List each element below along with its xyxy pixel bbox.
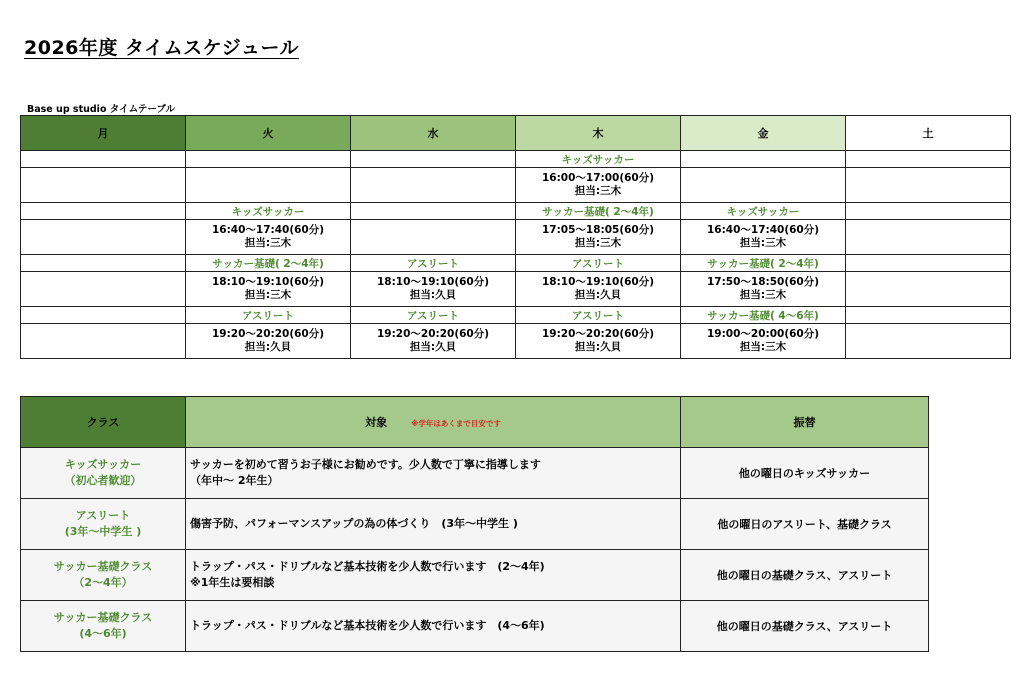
timetable-subtitle: Base up studio タイムテーブル bbox=[27, 104, 176, 115]
time-cell bbox=[681, 220, 846, 255]
cell bbox=[21, 255, 186, 272]
cell bbox=[846, 151, 1011, 168]
class-name-cell: サッカー基礎( 2〜4年) bbox=[681, 255, 846, 272]
cell bbox=[351, 151, 516, 168]
staff-text: 担当:久貝 bbox=[409, 289, 457, 301]
time-cell bbox=[516, 220, 681, 255]
class-target-line1: 傷害予防、パフォーマンスアップの為の体づくり (3年〜中学生 ) bbox=[190, 517, 518, 530]
class-name-line1: キッズサッカー bbox=[64, 458, 142, 471]
cell bbox=[21, 220, 186, 255]
day-header-wed: 水 bbox=[351, 116, 516, 151]
class-name-cell: キッズサッカー bbox=[186, 203, 351, 220]
cell bbox=[846, 324, 1011, 359]
class-name-line1: アスリート bbox=[75, 509, 131, 522]
time-text: 18:10〜19:10(60分) bbox=[541, 276, 655, 288]
class-target bbox=[186, 550, 681, 601]
slot1-name-row bbox=[21, 151, 1011, 168]
class-name bbox=[21, 499, 186, 550]
class-name-cell: アスリート bbox=[351, 307, 516, 324]
day-header-sat: 土 bbox=[846, 116, 1011, 151]
cell bbox=[21, 307, 186, 324]
day-header-mon: 月 bbox=[21, 116, 186, 151]
class-table bbox=[20, 396, 929, 652]
time-text: 16:40〜17:40(60分) bbox=[211, 224, 325, 236]
slot1-time-row bbox=[21, 168, 1011, 203]
staff-text: 担当:久貝 bbox=[574, 289, 622, 301]
time-cell bbox=[186, 324, 351, 359]
cell bbox=[21, 324, 186, 359]
staff-text: 担当:三木 bbox=[244, 237, 292, 249]
day-header-thu: 木 bbox=[516, 116, 681, 151]
slot3-time-row bbox=[21, 272, 1011, 307]
class-name-cell: アスリート bbox=[516, 255, 681, 272]
day-header-row bbox=[21, 116, 1011, 151]
header-substitute: 振替 bbox=[681, 397, 929, 448]
staff-text: 担当:久貝 bbox=[574, 341, 622, 353]
time-cell bbox=[186, 272, 351, 307]
time-cell bbox=[186, 220, 351, 255]
class-substitute: 他の曜日のアスリート、基礎クラス bbox=[681, 499, 929, 550]
class-name bbox=[21, 601, 186, 652]
class-target-line1: トラップ・パス・ドリブルなど基本技術を少人数で行います (4〜6年) bbox=[190, 619, 545, 632]
class-name-line1: サッカー基礎クラス bbox=[53, 560, 153, 573]
class-name-cell: サッカー基礎( 2〜4年) bbox=[186, 255, 351, 272]
staff-text: 担当:三木 bbox=[739, 237, 787, 249]
slot4-name-row bbox=[21, 307, 1011, 324]
staff-text: 担当:三木 bbox=[574, 237, 622, 249]
class-row bbox=[21, 601, 929, 652]
cell bbox=[351, 220, 516, 255]
time-text: 16:40〜17:40(60分) bbox=[706, 224, 820, 236]
time-text: 19:20〜20:20(60分) bbox=[211, 328, 325, 340]
cell bbox=[846, 220, 1011, 255]
slot4-time-row bbox=[21, 324, 1011, 359]
class-name-line2: (3年〜中学生 ) bbox=[64, 525, 142, 538]
cell bbox=[186, 168, 351, 203]
cell bbox=[846, 203, 1011, 220]
timetable bbox=[20, 115, 1011, 359]
day-header-tue: 火 bbox=[186, 116, 351, 151]
time-cell bbox=[351, 272, 516, 307]
time-cell bbox=[516, 272, 681, 307]
class-target bbox=[186, 499, 681, 550]
time-cell bbox=[681, 272, 846, 307]
slot2-name-row bbox=[21, 203, 1011, 220]
class-row bbox=[21, 550, 929, 601]
class-row bbox=[21, 499, 929, 550]
cell bbox=[21, 151, 186, 168]
header-class: クラス bbox=[21, 397, 186, 448]
class-target bbox=[186, 448, 681, 499]
class-name-cell: アスリート bbox=[516, 307, 681, 324]
class-target-line1: トラップ・パス・ドリブルなど基本技術を少人数で行います (2〜4年) bbox=[190, 560, 545, 573]
class-name-cell: アスリート bbox=[351, 255, 516, 272]
cell bbox=[846, 168, 1011, 203]
staff-text: 担当:三木 bbox=[244, 289, 292, 301]
time-cell bbox=[681, 324, 846, 359]
cell bbox=[846, 255, 1011, 272]
class-name-line2: (4〜6年) bbox=[79, 627, 127, 640]
time-text: 19:20〜20:20(60分) bbox=[541, 328, 655, 340]
time-cell bbox=[351, 324, 516, 359]
class-substitute: 他の曜日のキッズサッカー bbox=[681, 448, 929, 499]
class-name-cell: アスリート bbox=[186, 307, 351, 324]
cell bbox=[681, 151, 846, 168]
header-target-note: ※学年はあくまで目安です bbox=[411, 419, 501, 428]
class-substitute: 他の曜日の基礎クラス、アスリート bbox=[681, 550, 929, 601]
slot3-name-row bbox=[21, 255, 1011, 272]
cell bbox=[21, 168, 186, 203]
cell bbox=[186, 151, 351, 168]
cell bbox=[351, 168, 516, 203]
cell bbox=[21, 203, 186, 220]
class-row bbox=[21, 448, 929, 499]
staff-text: 担当:久貝 bbox=[244, 341, 292, 353]
class-name-line2: （2〜4年） bbox=[73, 576, 133, 589]
cell bbox=[21, 272, 186, 307]
class-name-cell: キッズサッカー bbox=[681, 203, 846, 220]
cell bbox=[846, 307, 1011, 324]
header-target bbox=[186, 397, 681, 448]
class-name bbox=[21, 448, 186, 499]
time-text: 16:00〜17:00(60分) bbox=[541, 172, 655, 184]
time-cell bbox=[516, 324, 681, 359]
class-name-cell: キッズサッカー bbox=[516, 151, 681, 168]
time-text: 18:10〜19:10(60分) bbox=[376, 276, 490, 288]
staff-text: 担当:三木 bbox=[739, 289, 787, 301]
time-text: 19:20〜20:20(60分) bbox=[376, 328, 490, 340]
class-name-cell: サッカー基礎( 4〜6年) bbox=[681, 307, 846, 324]
staff-text: 担当:三木 bbox=[739, 341, 787, 353]
class-target bbox=[186, 601, 681, 652]
staff-text: 担当:久貝 bbox=[409, 341, 457, 353]
cell bbox=[846, 272, 1011, 307]
time-text: 17:05〜18:05(60分) bbox=[541, 224, 655, 236]
class-target-line1: サッカーを初めて習うお子様にお勧めです。少人数で丁寧に指導します bbox=[190, 458, 541, 471]
day-header-fri: 金 bbox=[681, 116, 846, 151]
time-text: 18:10〜19:10(60分) bbox=[211, 276, 325, 288]
time-cell bbox=[516, 168, 681, 203]
staff-text: 担当:三木 bbox=[574, 185, 622, 197]
class-table-header bbox=[21, 397, 929, 448]
class-substitute: 他の曜日の基礎クラス、アスリート bbox=[681, 601, 929, 652]
class-name-line2: （初心者歓迎） bbox=[64, 474, 142, 487]
class-target-line2: （年中〜 2年生） bbox=[190, 474, 279, 487]
cell bbox=[351, 203, 516, 220]
class-name-cell: サッカー基礎( 2〜4年) bbox=[516, 203, 681, 220]
time-text: 19:00〜20:00(60分) bbox=[706, 328, 820, 340]
class-name bbox=[21, 550, 186, 601]
page-title: 2026年度 タイムスケジュール bbox=[24, 37, 299, 59]
cell bbox=[681, 168, 846, 203]
time-text: 17:50〜18:50(60分) bbox=[706, 276, 820, 288]
slot2-time-row bbox=[21, 220, 1011, 255]
class-target-line2: ※1年生は要相談 bbox=[190, 576, 275, 589]
class-name-line1: サッカー基礎クラス bbox=[53, 611, 153, 624]
header-target-label: 対象 bbox=[365, 416, 388, 429]
